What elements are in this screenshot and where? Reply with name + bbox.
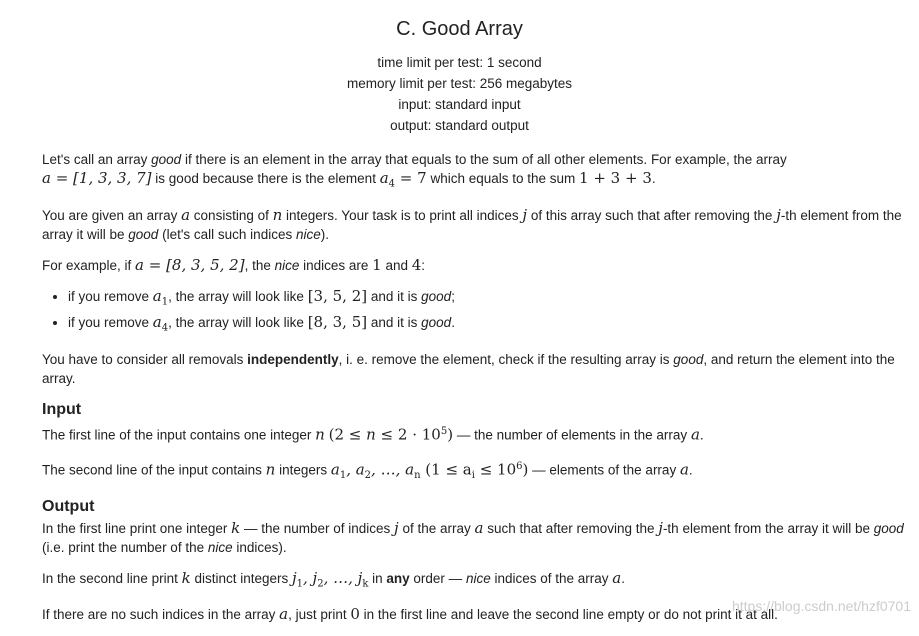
input-spec: input: standard input [398, 97, 521, 112]
memory-limit: memory limit per test: 256 megabytes [346, 76, 573, 91]
input-line-2: The second line of the input contains n integers $a_1$, $a_2$, …, $a_n$ $(1 \le a_i \le 10^6)$ — elements of the array a. [42, 460, 693, 481]
problem-statement [42, 150, 910, 636]
input-heading: Input [42, 401, 82, 419]
output-line-1: In the first line print one integer k — the number of indices j of the array a such that after removing the j-th element from the array it will be good (i.e. print the number of the nice indices). [42, 518, 904, 555]
statement-paragraph-2: You are given an array a consisting of n integers. Your task is to print all indices j of this array such that after removing the j-th element from the array it will be good (let's call such indices nice). [42, 205, 902, 242]
statement-paragraph-1: Let's call an array good if there is an element in the array that equals to the sum of all other elements. For example, the array a = [1, 3, 3, 7] is good because there is the element $a_4 = 7$ which equals to the sum 1 + 3 + 3. [42, 152, 787, 190]
output-line-3: If there are no such indices in the array a, just print 0 in the first line and leave the second line empty or do not print it at all. [42, 605, 778, 624]
example-list [42, 287, 910, 338]
statement-paragraph-3: For example, if a = [8, 3, 5, 2], the nice indices are 1 and 4: [42, 255, 426, 274]
time-limit: time limit per test: 1 second [377, 55, 542, 70]
statement-paragraph-4: You have to consider all removals independently, i. e. remove the element, check if the resulting array is good, and return the element into the array. [42, 352, 895, 387]
list-item: • if you remove $a_1$, the array will look like [3, 5, 2] and it is good; [68, 287, 910, 312]
problem-title: C. Good Array [396, 18, 523, 40]
output-spec: output: standard output [390, 118, 529, 133]
output-heading: Output [42, 497, 95, 515]
input-line-1: The first line of the input contains one integer n $(2 \le n \le 2 \cdot 10^5)$ — the number of elements in the array a. [42, 425, 704, 444]
problem-header [0, 0, 919, 136]
output-line-2: In the second line print k distinct integers $j_1$, $j_2$, …, $j_k$ in any order — nice indices of the array a. [42, 568, 625, 590]
list-item: • if you remove $a_4$, the array will look like [8, 3, 5] and it is good. [68, 313, 910, 338]
watermark: https://blog.csdn.net/hzf0701 [731, 598, 911, 614]
